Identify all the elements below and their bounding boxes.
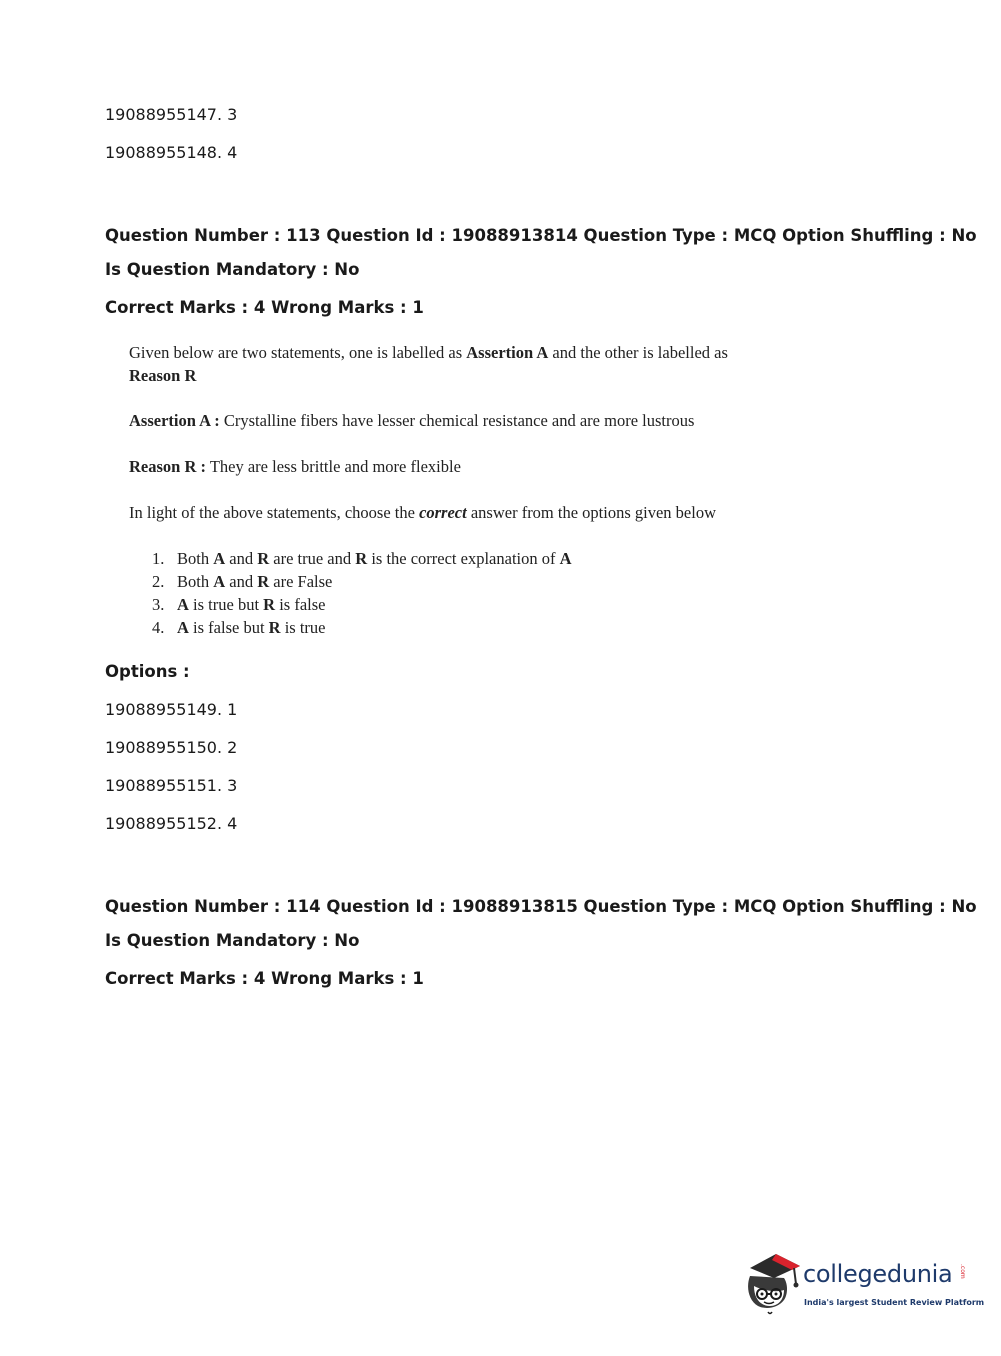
question-header: Question Number : 113 Question Id : 19088913814 Question Type : MCQ Option Shuffling : No	[105, 226, 977, 245]
question-mandatory: Is Question Mandatory : No	[105, 260, 360, 279]
answer-choice: 4. A is false but R is true	[152, 618, 326, 637]
logo-wordmark: collegedunia	[803, 1260, 953, 1288]
question-marks: Correct Marks : 4 Wrong Marks : 1	[105, 298, 424, 317]
mascot-icon	[742, 1250, 802, 1316]
question-marks: Correct Marks : 4 Wrong Marks : 1	[105, 969, 424, 988]
question-instruction: In light of the above statements, choose the correct answer from the options given below	[129, 503, 716, 522]
logo-suffix: .com	[959, 1264, 966, 1279]
answer-choices-list	[152, 547, 572, 639]
answer-choice: 1. Both A and R are true and R is the correct explanation of A	[152, 549, 572, 568]
assertion-statement: Assertion A : Crystalline fibers have lesser chemical resistance and are more lustrous	[129, 411, 695, 430]
option-line: 19088955152. 4	[105, 814, 238, 833]
question-intro-reason: Reason R	[129, 366, 197, 385]
question-intro: Given below are two statements, one is labelled as Assertion A and the other is labelled as	[129, 343, 728, 362]
reason-statement: Reason R : They are less brittle and more flexible	[129, 457, 461, 476]
option-line: 19088955149. 1	[105, 700, 238, 719]
collegedunia-logo	[742, 1250, 985, 1320]
option-line: 19088955150. 2	[105, 738, 238, 757]
answer-choice: 2. Both A and R are False	[152, 572, 333, 591]
question-mandatory: Is Question Mandatory : No	[105, 931, 360, 950]
logo-tagline: India's largest Student Review Platform	[804, 1298, 985, 1307]
answer-choice: 3. A is true but R is false	[152, 595, 326, 614]
question-header: Question Number : 114 Question Id : 19088913815 Question Type : MCQ Option Shuffling : No	[105, 897, 977, 916]
option-line: 19088955151. 3	[105, 776, 238, 795]
option-line: 19088955147. 3	[105, 105, 238, 124]
option-line: 19088955148. 4	[105, 143, 238, 162]
options-label: Options :	[105, 662, 190, 681]
